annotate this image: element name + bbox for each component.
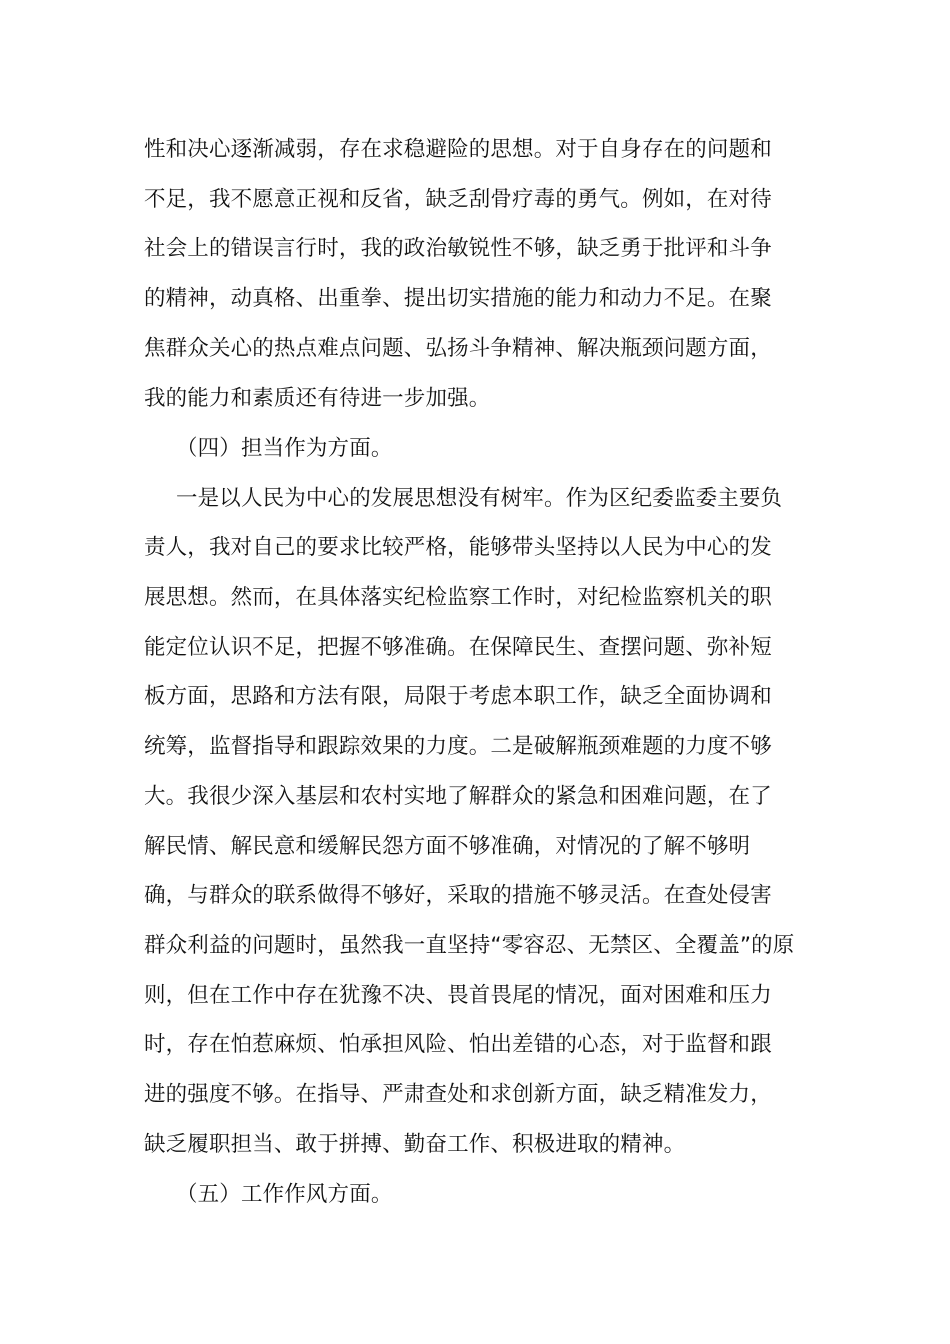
paragraph-line: 能定位认识不足，把握不够准确。在保障民生、查摆问题、弥补短: [144, 635, 772, 660]
paragraph-line: 大。我很少深入基层和农村实地了解群众的紧急和困难问题，在了: [144, 784, 772, 809]
paragraph-line: 群众利益的问题时，虽然我一直坚持“零容忍、无禁区、全覆盖”的原: [144, 933, 795, 958]
paragraph-line: 性和决心逐渐减弱，存在求稳避险的思想。对于自身存在的问题和: [144, 137, 772, 162]
paragraph-line: 展思想。然而，在具体落实纪检监察工作时，对纪检监察机关的职: [144, 585, 772, 610]
paragraph-line: 责人，我对自己的要求比较严格，能够带头坚持以人民为中心的发: [144, 535, 772, 560]
paragraph-line: 缺乏履职担当、敢于拼搏、勤奋工作、积极进取的精神。: [144, 1132, 686, 1157]
paragraph-line: 我的能力和素质还有待进一步加强。: [144, 386, 491, 411]
paragraph-line: 的精神，动真格、出重拳、提出切实措施的能力和动力不足。在聚: [144, 286, 772, 311]
paragraph-line: 确，与群众的联系做得不够好，采取的措施不够灵活。在查处侵害: [144, 883, 772, 908]
paragraph-line: 板方面，思路和方法有限，局限于考虑本职工作，缺乏全面协调和: [144, 684, 772, 709]
paragraph-line: 不足，我不愿意正视和反省，缺乏刮骨疗毒的勇气。例如，在对待: [144, 187, 772, 212]
section-heading-four: （四）担当作为方面。: [176, 436, 393, 461]
paragraph-line: 一是以人民为中心的发展思想没有树牢。作为区纪委监委主要负: [176, 486, 783, 511]
paragraph-line: 进的强度不够。在指导、严肃查处和求创新方面，缺乏精准发力，: [144, 1082, 772, 1107]
paragraph-line: 焦群众关心的热点难点问题、弘扬斗争精神、解决瓶颈问题方面，: [144, 336, 772, 361]
paragraph-line: 统筹，监督指导和跟踪效果的力度。二是破解瓶颈难题的力度不够: [144, 734, 772, 759]
section-heading-five: （五）工作作风方面。: [176, 1182, 393, 1207]
paragraph-line: 社会上的错误言行时，我的政治敏锐性不够，缺乏勇于批评和斗争: [144, 236, 772, 261]
paragraph-line: 解民情、解民意和缓解民怨方面不够准确，对情况的了解不够明: [144, 834, 751, 859]
paragraph-line: 时，存在怕惹麻烦、怕承担风险、怕出差错的心态，对于监督和跟: [144, 1032, 772, 1057]
paragraph-line: 则，但在工作中存在犹豫不决、畏首畏尾的情况，面对困难和压力: [144, 983, 772, 1008]
